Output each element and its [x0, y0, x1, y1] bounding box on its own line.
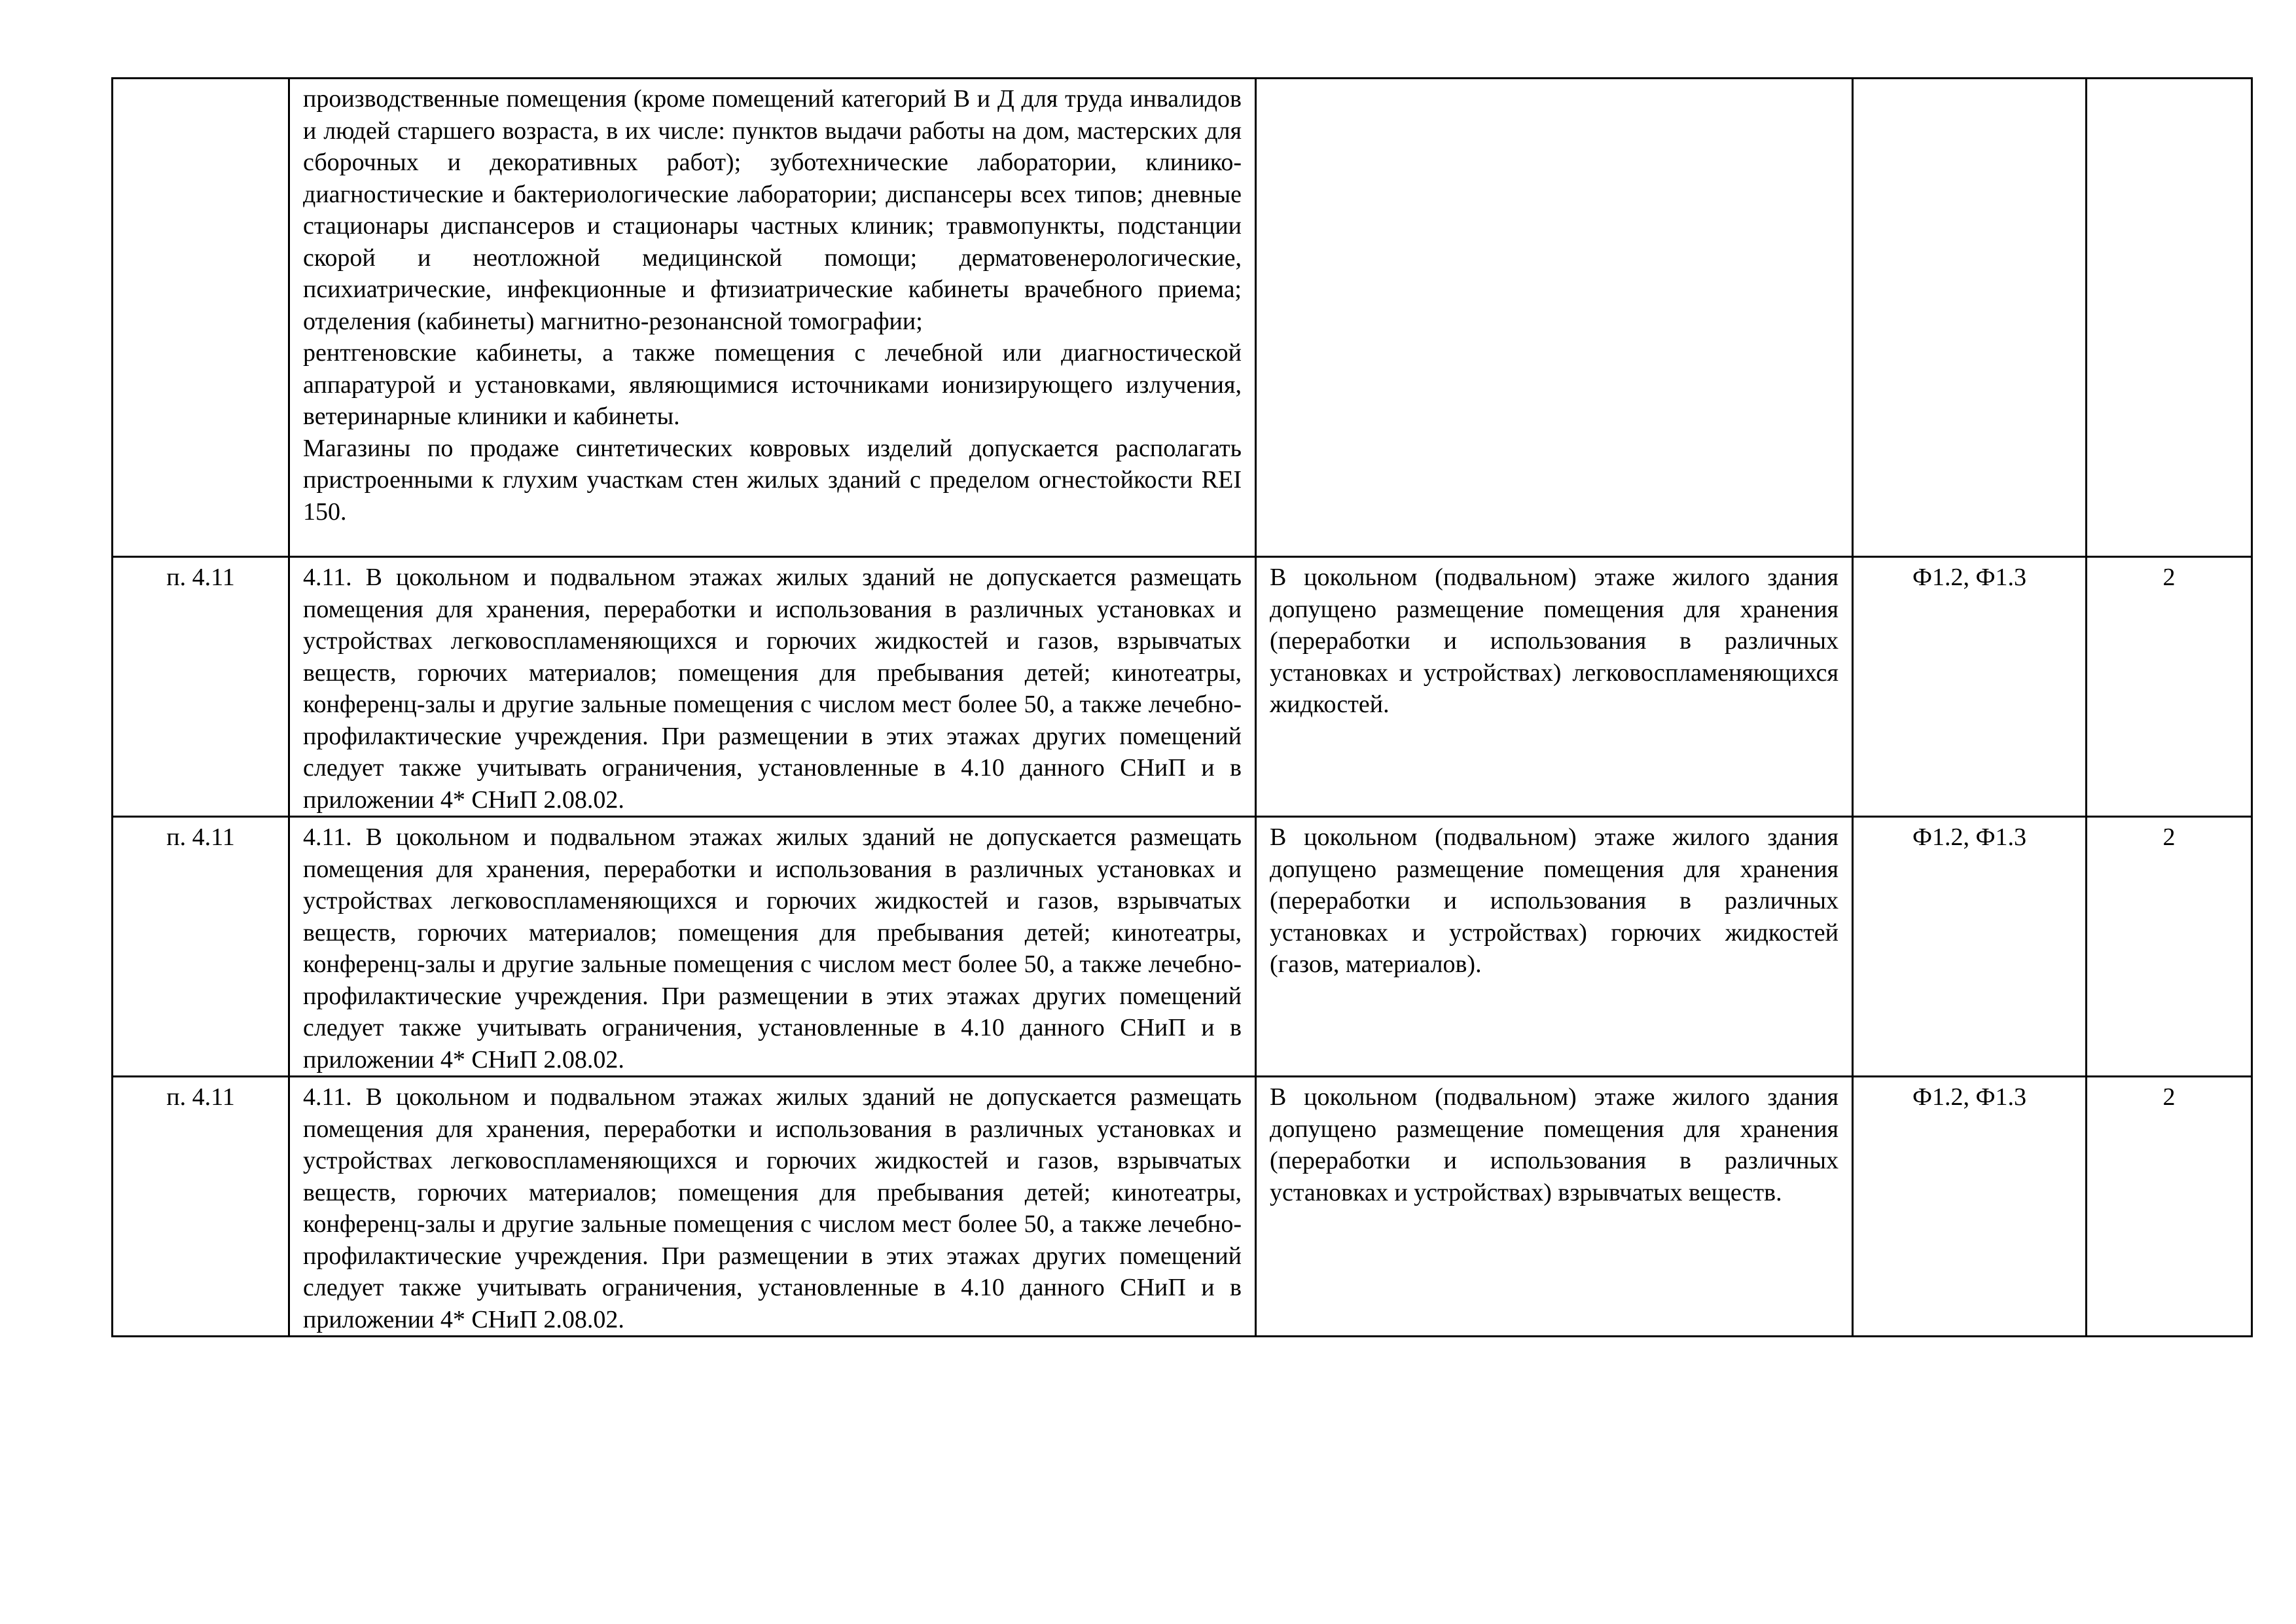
table-row	[113, 557, 2252, 817]
requirement-text-cell	[289, 817, 1256, 1077]
clause-number-cell: п. 4.11	[113, 817, 289, 1077]
violation-cell	[1256, 817, 1853, 1077]
violation-text: В цокольном (подвальном) этаже жилого здания допущено размещение помещения для хранения (переработки и использования в различных установках и устройствах) легковоспламеняющихся жидкостей.	[1270, 564, 1839, 718]
requirement-text-cell	[289, 1077, 1256, 1337]
rank-cell	[2087, 79, 2252, 557]
table-row	[113, 1077, 2252, 1337]
requirement-text-cell	[289, 79, 1256, 557]
rank-cell: 2	[2087, 817, 2252, 1077]
clause-number-cell: п. 4.11	[113, 557, 289, 817]
violation-text: В цокольном (подвальном) этаже жилого здания допущено размещение помещения для хранения (переработки и использования в различных установках и устройствах) взрывчатых веществ.	[1270, 1083, 1839, 1206]
violation-cell	[1256, 1077, 1853, 1337]
class-cell: Ф1.2, Ф1.3	[1853, 557, 2087, 817]
clause-number-cell: п. 4.11	[113, 1077, 289, 1337]
requirement-paragraph: рентгеновские кабинеты, а также помещения с лечебной или диагностической аппаратурой и установками, являющимися источниками ионизирующего излучения, ветеринарные клиники и кабинеты.	[303, 339, 1242, 430]
table-row	[113, 817, 2252, 1077]
requirement-paragraph: 4.11. В цокольном и подвальном этажах жилых зданий не допускается размещать помещения для хранения, переработки и использования в различных установках и устройствах легковоспламеняющихся и горючих жидкостей и газов, взрывчатых веществ, горючих материалов; помещения для пребывания детей; кинотеатры, конференц-залы и другие зальные помещения с числом мест более 50, а также лечебно-профилактические учреждения. При размещении в этих этажах других помещений следует также учитывать ограничения, установленные в 4.10 данного СНиП и в приложении 4* СНиП 2.08.02.	[303, 1083, 1242, 1333]
requirement-paragraph: производственные помещения (кроме помещений категорий В и Д для труда инвалидов и людей старшего возраста, в их числе: пунктов выдачи работы на дом, мастерских для сборочных и декоративных работ); зуботехнические лаборатории, клинико-диагностические и бактериологические лаборатории; диспансеры всех типов; дневные стационары диспансеров и стационары частных клиник; травмопункты, подстанции скорой и неотложной медицинской помощи; дерматовенерологические, психиатрические, инфекционные и фтизиатрические кабинеты врачебного приема; отделения (кабинеты) магнитно-резонансной томографии;	[303, 85, 1242, 335]
class-cell: Ф1.2, Ф1.3	[1853, 817, 2087, 1077]
clause-number-cell	[113, 79, 289, 557]
violation-text: В цокольном (подвальном) этаже жилого здания допущено размещение помещения для хранения (переработки и использования в различных установках и устройствах) горючих жидкостей (газов, материалов).	[1270, 823, 1839, 978]
class-cell: Ф1.2, Ф1.3	[1853, 1077, 2087, 1337]
requirement-paragraph: Магазины по продаже синтетических ковровых изделий допускается располагать пристроенными к глухим участкам стен жилых зданий с пределом огнестойкости REI 150.	[303, 434, 1242, 526]
violation-cell	[1256, 79, 1853, 557]
class-cell	[1853, 79, 2087, 557]
table-row	[113, 79, 2252, 557]
requirements-table	[111, 77, 2253, 1337]
requirement-paragraph: 4.11. В цокольном и подвальном этажах жилых зданий не допускается размещать помещения для хранения, переработки и использования в различных установках и устройствах легковоспламеняющихся и горючих жидкостей и газов, взрывчатых веществ, горючих материалов; помещения для пребывания детей; кинотеатры, конференц-залы и другие зальные помещения с числом мест более 50, а также лечебно-профилактические учреждения. При размещении в этих этажах других помещений следует также учитывать ограничения, установленные в 4.10 данного СНиП и в приложении 4* СНиП 2.08.02.	[303, 564, 1242, 814]
violation-cell	[1256, 557, 1853, 817]
rank-cell: 2	[2087, 557, 2252, 817]
requirement-paragraph: 4.11. В цокольном и подвальном этажах жилых зданий не допускается размещать помещения для хранения, переработки и использования в различных установках и устройствах легковоспламеняющихся и горючих жидкостей и газов, взрывчатых веществ, горючих материалов; помещения для пребывания детей; кинотеатры, конференц-залы и другие зальные помещения с числом мест более 50, а также лечебно-профилактические учреждения. При размещении в этих этажах других помещений следует также учитывать ограничения, установленные в 4.10 данного СНиП и в приложении 4* СНиП 2.08.02.	[303, 823, 1242, 1074]
rank-cell: 2	[2087, 1077, 2252, 1337]
requirement-text-cell	[289, 557, 1256, 817]
